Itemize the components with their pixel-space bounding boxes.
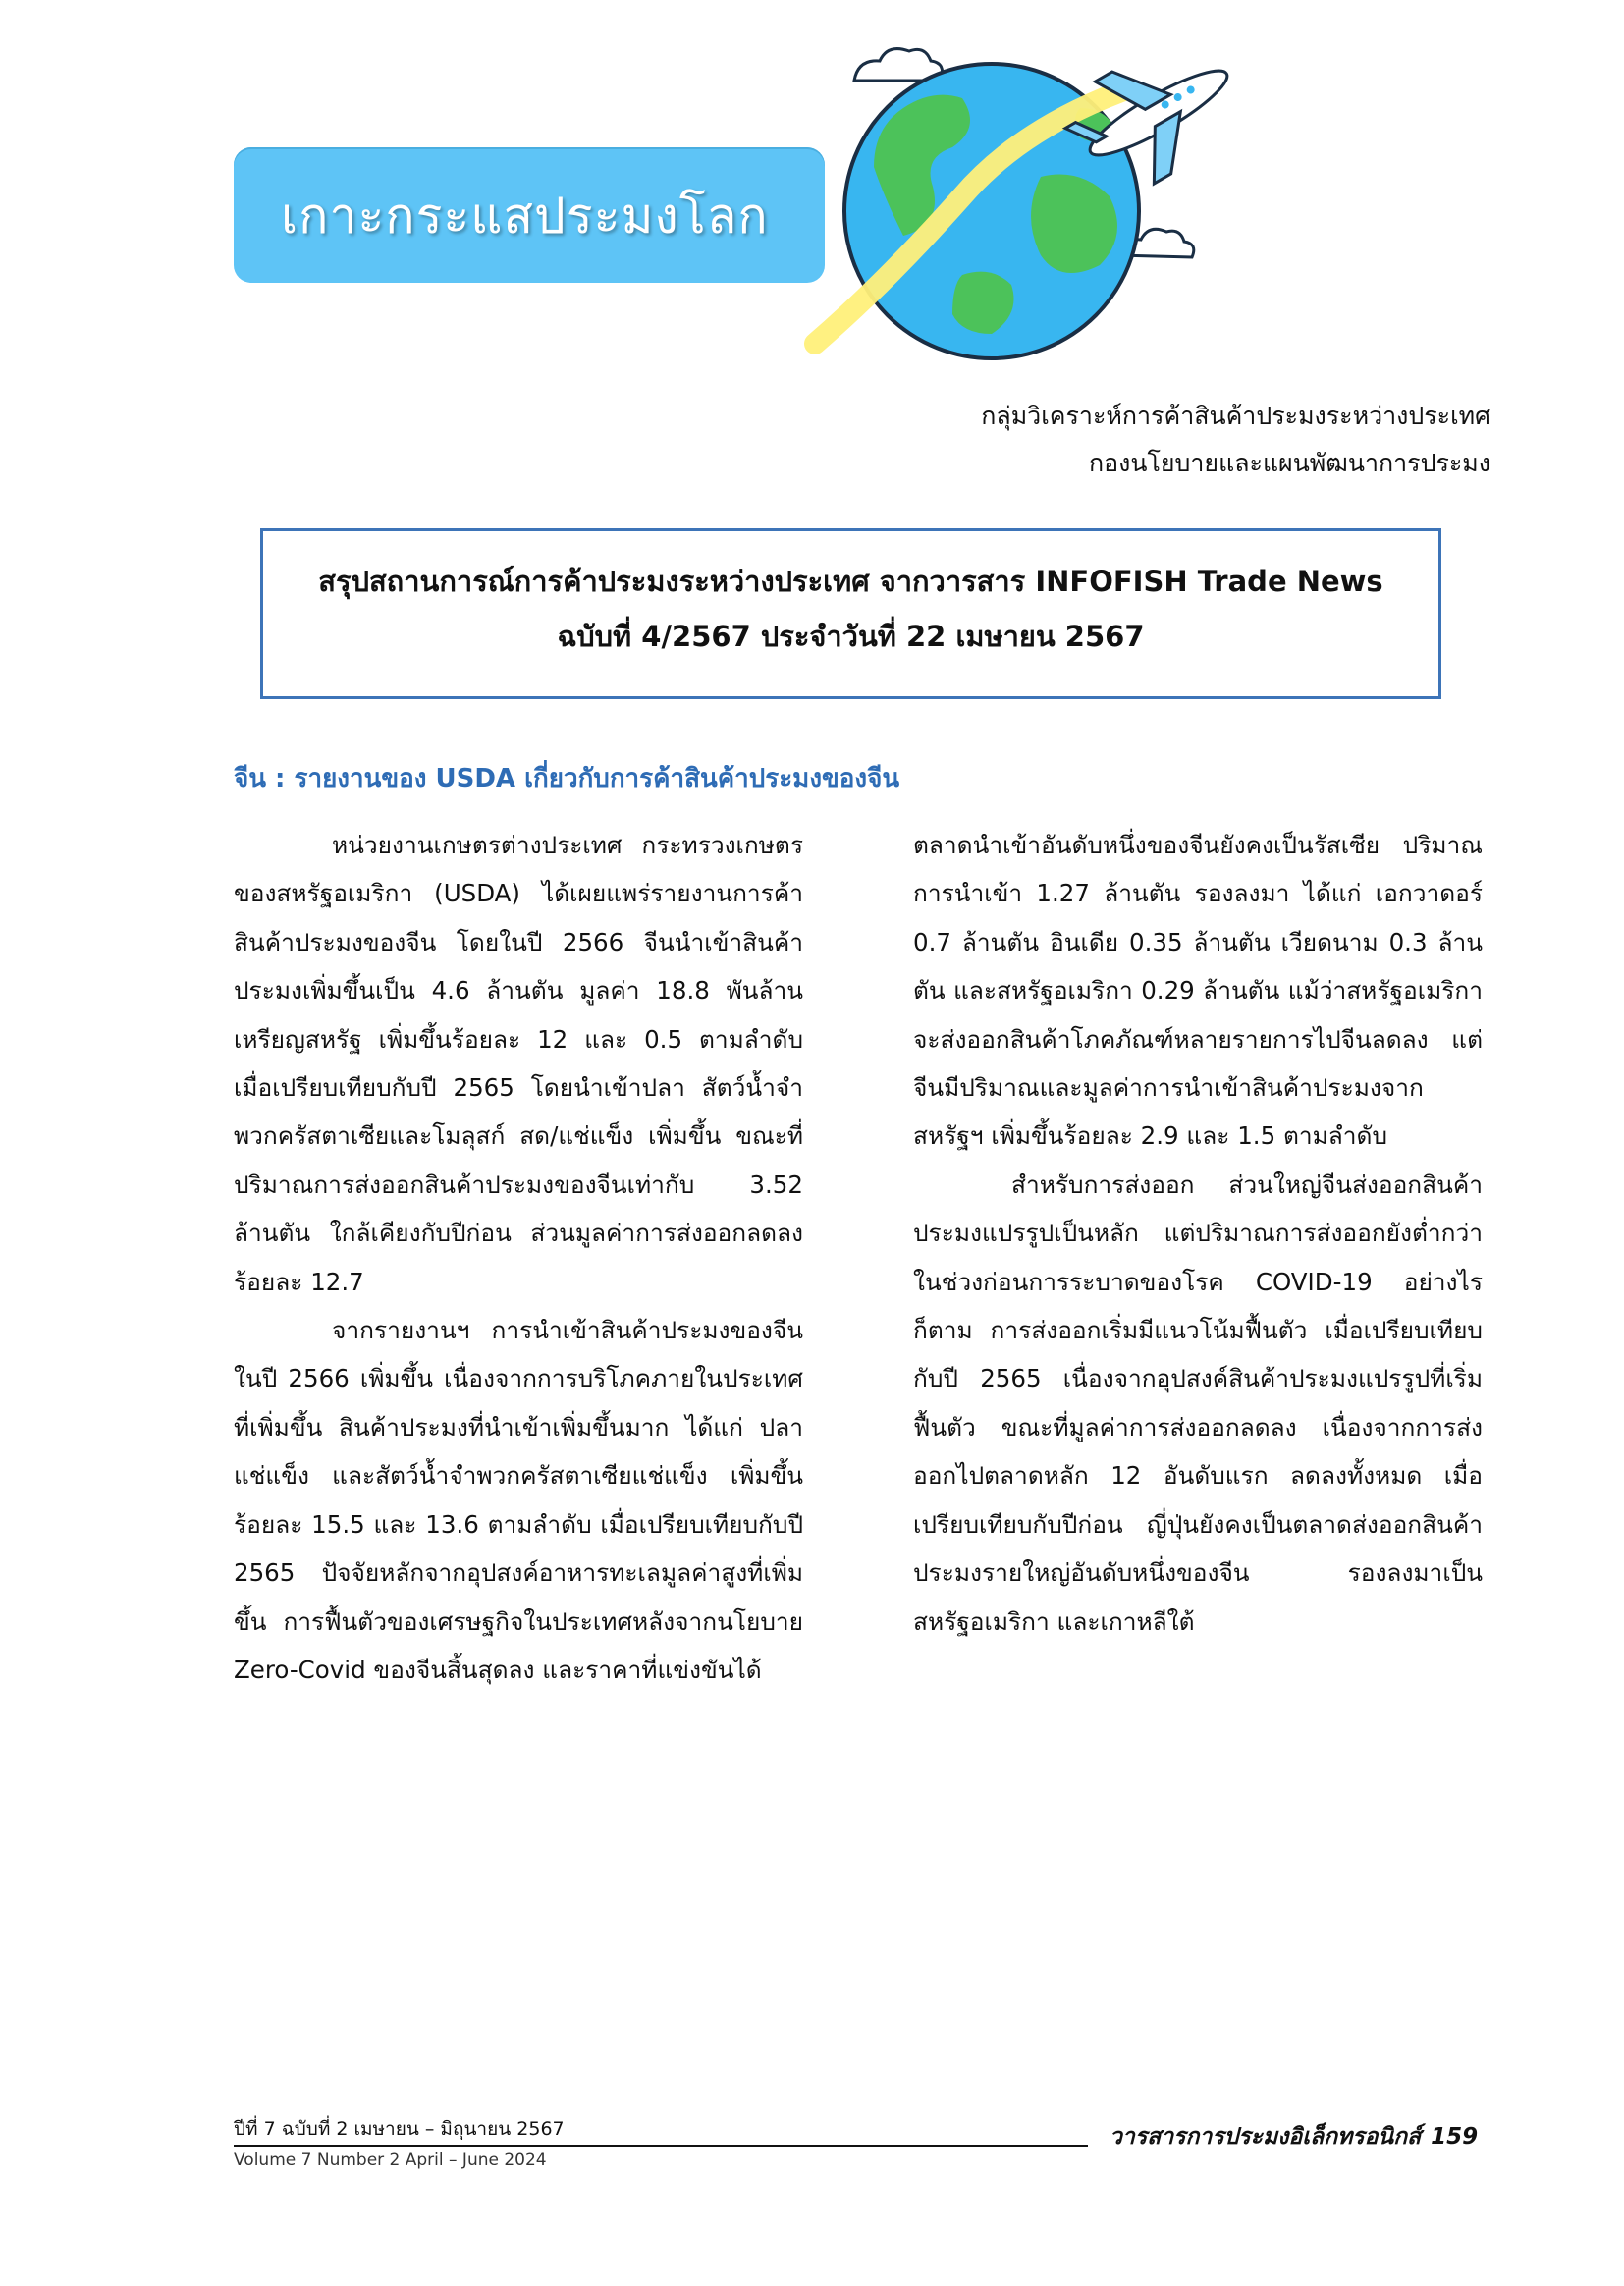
page-number: 159 (1431, 2124, 1479, 2150)
summary-box (260, 528, 1441, 699)
title-banner (234, 147, 825, 283)
paragraph: สำหรับการส่งออก ส่วนใหญ่จีนส่งออกสินค้าประมงแปรรูปเป็นหลัก แต่ปริมาณการส่งออกยังต่ำกว่าในช่วงก่อนการระบาดของโรค COVID-19 อย่างไรก็ตาม การส่งออกเริ่มมีแนวโน้มฟื้นตัว เมื่อเปรียบเทียบกับปี 2565 เนื่องจากอุปสงค์สินค้าประมงแปรรูปที่เริ่มฟื้นตัว ขณะที่มูลค่าการส่งออกลดลง เนื่องจากการส่งออกไปตลาดหลัก 12 อันดับแรก ลดลงทั้งหมด เมื่อเปรียบเทียบกับปีก่อน ญี่ปุ่นยังคงเป็นตลาดส่งออกสินค้าประมงรายใหญ่อันดับหนึ่งของจีน รองลงมาเป็นสหรัฐอเมริกา และเกาหลีใต้ (913, 1170, 1483, 1636)
paragraph: จากรายงานฯ การนำเข้าสินค้าประมงของจีนในปี 2566 เพิ่มขึ้น เนื่องจากการบริโภคภายในประเทศที่เพิ่มขึ้น สินค้าประมงที่นำเข้าเพิ่มขึ้นมาก ได้แก่ ปลาแช่แข็ง และสัตว์น้ำจำพวกครัสตาเซียแช่แข็ง เพิ่มขึ้นร้อยละ 15.5 และ 13.6 ตามลำดับ เมื่อเปรียบเทียบกับปี 2565 ปัจจัยหลักจากอุปสงค์อาหารทะเลมูลค่าสูงที่เพิ่มขึ้น การฟื้นตัวของเศรษฐกิจในประเทศหลังจากนโยบาย Zero-Covid ของจีนสิ้นสุดลง และราคาที่แข่งขันได้ (234, 1316, 803, 1684)
author-block (981, 393, 1490, 487)
journal-name: วารสารการประมงอิเล็กทรอนิกส์ (1110, 2124, 1422, 2150)
author-division: กลุ่มวิเคราะห์การค้าสินค้าประมงระหว่างประเทศ (981, 402, 1490, 430)
footer-journal (1100, 2119, 1478, 2154)
summary-issue: ฉบับที่ 4/2567 ประจำวันที่ 22 เมษายน 2567 (557, 620, 1145, 653)
footer-issue-thai: ปีที่ 7 ฉบับที่ 2 เมษายน – มิถุนายน 2567 (234, 2118, 565, 2140)
left-column (234, 821, 803, 1694)
globe-airplane-icon (785, 20, 1276, 373)
author-department: กองนโยบายและแผนพัฒนาการประมง (1089, 449, 1490, 477)
globe-illustration (785, 20, 1276, 373)
section-heading: จีน : รายงานของ USDA เกี่ยวกับการค้าสินค้าประมงของจีน (234, 764, 900, 793)
right-column (913, 821, 1483, 1646)
paragraph: ตลาดนำเข้าอันดับหนึ่งของจีนยังคงเป็นรัสเซีย ปริมาณการนำเข้า 1.27 ล้านตัน รองลงมา ได้แก่ เอกวาดอร์ 0.7 ล้านตัน อินเดีย 0.35 ล้านตัน เวียดนาม 0.3 ล้านตัน และสหรัฐอเมริกา 0.29 ล้านตัน แม้ว่าสหรัฐอเมริกาจะส่งออกสินค้าโภคภัณฑ์หลายรายการไปจีนลดลง แต่จีนมีปริมาณและมูลค่าการนำเข้าสินค้าประมงจากสหรัฐฯ เพิ่มขึ้นร้อยละ 2.9 และ 1.5 ตามลำดับ (913, 831, 1483, 1151)
paragraph: หน่วยงานเกษตรต่างประเทศ กระทรวงเกษตรของสหรัฐอเมริกา (USDA) ได้เผยแพร่รายงานการค้าสินค้าประมงของจีน โดยในปี 2566 จีนนำเข้าสินค้าประมงเพิ่มขึ้นเป็น 4.6 ล้านตัน มูลค่า 18.8 พันล้านเหรียญสหรัฐ เพิ่มขึ้นร้อยละ 12 และ 0.5 ตามลำดับ เมื่อเปรียบเทียบกับปี 2565 โดยนำเข้าปลา สัตว์น้ำจำพวกครัสตาเซียและโมลุสก์ สด/แช่แข็ง เพิ่มขึ้น ขณะที่ปริมาณการส่งออกสินค้าประมงของจีนเท่ากับ 3.52 ล้านตัน ใกล้เคียงกับปีก่อน ส่วนมูลค่าการส่งออกลดลงร้อยละ 12.7 (234, 831, 803, 1296)
footer-divider (234, 2145, 1088, 2147)
page-title: เกาะกระแสประมงโลก (281, 188, 769, 245)
summary-title: สรุปสถานการณ์การค้าประมงระหว่างประเทศ จากวารสาร INFOFISH Trade News (318, 565, 1383, 598)
footer-issue-english: Volume 7 Number 2 April – June 2024 (234, 2150, 547, 2170)
